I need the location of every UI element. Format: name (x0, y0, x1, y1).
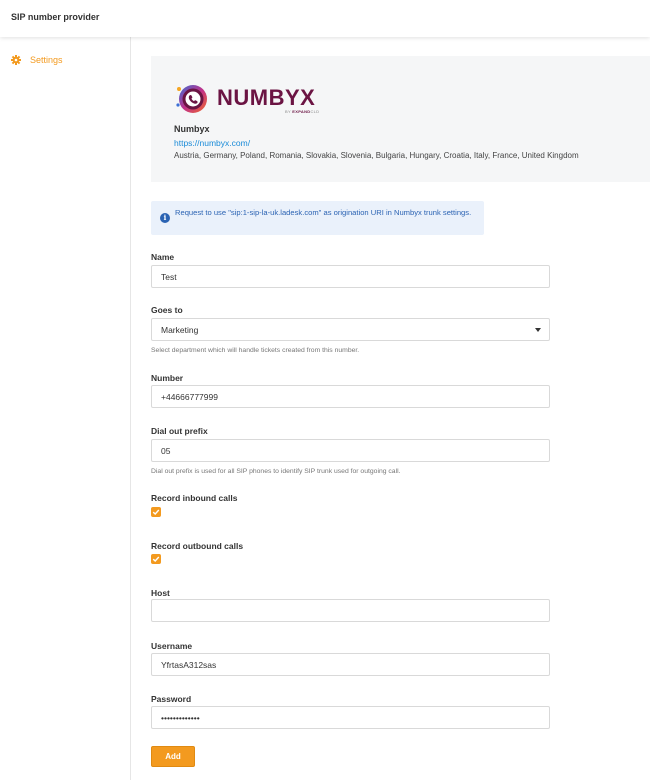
logo-byline-suffix: CLD (310, 109, 320, 114)
caret-down-icon (535, 328, 541, 332)
sidebar-item-label: Settings (30, 55, 63, 65)
page-title: SIP number provider (11, 12, 100, 22)
record-inbound-label: Record inbound calls (151, 493, 238, 503)
goes-to-label: Goes to (151, 305, 183, 315)
record-outbound-label: Record outbound calls (151, 541, 244, 551)
host-label: Host (151, 588, 170, 598)
gear-icon (11, 55, 21, 65)
username-label: Username (151, 641, 193, 651)
goes-to-select[interactable] (151, 318, 550, 341)
top-bar (0, 0, 650, 37)
info-notice (151, 201, 484, 235)
numbyx-logo-icon (175, 83, 209, 115)
sidebar-item-settings[interactable] (11, 55, 63, 65)
record-inbound-checkbox[interactable] (151, 507, 161, 517)
provider-card (151, 56, 650, 182)
checkmark-icon (152, 555, 160, 563)
provider-url-link[interactable]: https://numbyx.com/ (174, 138, 251, 148)
record-outbound-checkbox[interactable] (151, 554, 161, 564)
logo-byline (285, 109, 319, 114)
goes-to-help: Select department which will handle tickets created from this number. (151, 347, 360, 354)
sidebar (0, 37, 131, 780)
provider-name: Numbyx (174, 124, 210, 134)
dial-out-prefix-label: Dial out prefix (151, 426, 208, 436)
info-text: Request to use "sip:1-sip-la-uk.ladesk.com" as origination URI in Numbyx trunk settings. (175, 208, 472, 217)
password-label: Password (151, 694, 192, 704)
number-label: Number (151, 373, 184, 383)
name-label: Name (151, 252, 175, 262)
number-input[interactable] (151, 385, 550, 408)
dial-out-prefix-help: Dial out prefix is used for all SIP phones to identify SIP trunk used for outgoing call. (151, 468, 401, 475)
provider-logo (175, 83, 325, 115)
name-input[interactable] (151, 265, 550, 288)
logo-byline-prefix: BY (285, 109, 293, 114)
logo-wordmark: NUMBYX (217, 85, 316, 110)
checkmark-icon (152, 508, 160, 516)
info-icon: i (160, 213, 170, 223)
password-input[interactable] (151, 706, 550, 729)
host-input[interactable] (151, 599, 550, 622)
provider-countries: Austria, Germany, Poland, Romania, Slovakia, Slovenia, Bulgaria, Hungary, Croatia, Italy, France, United Kingdom (174, 151, 579, 160)
add-button[interactable]: Add (151, 746, 195, 767)
username-input[interactable] (151, 653, 550, 676)
logo-byline-brand: EXPAND (292, 109, 311, 114)
dial-out-prefix-input[interactable] (151, 439, 550, 462)
main-content (131, 37, 650, 780)
goes-to-selected-value: Marketing (161, 325, 199, 335)
